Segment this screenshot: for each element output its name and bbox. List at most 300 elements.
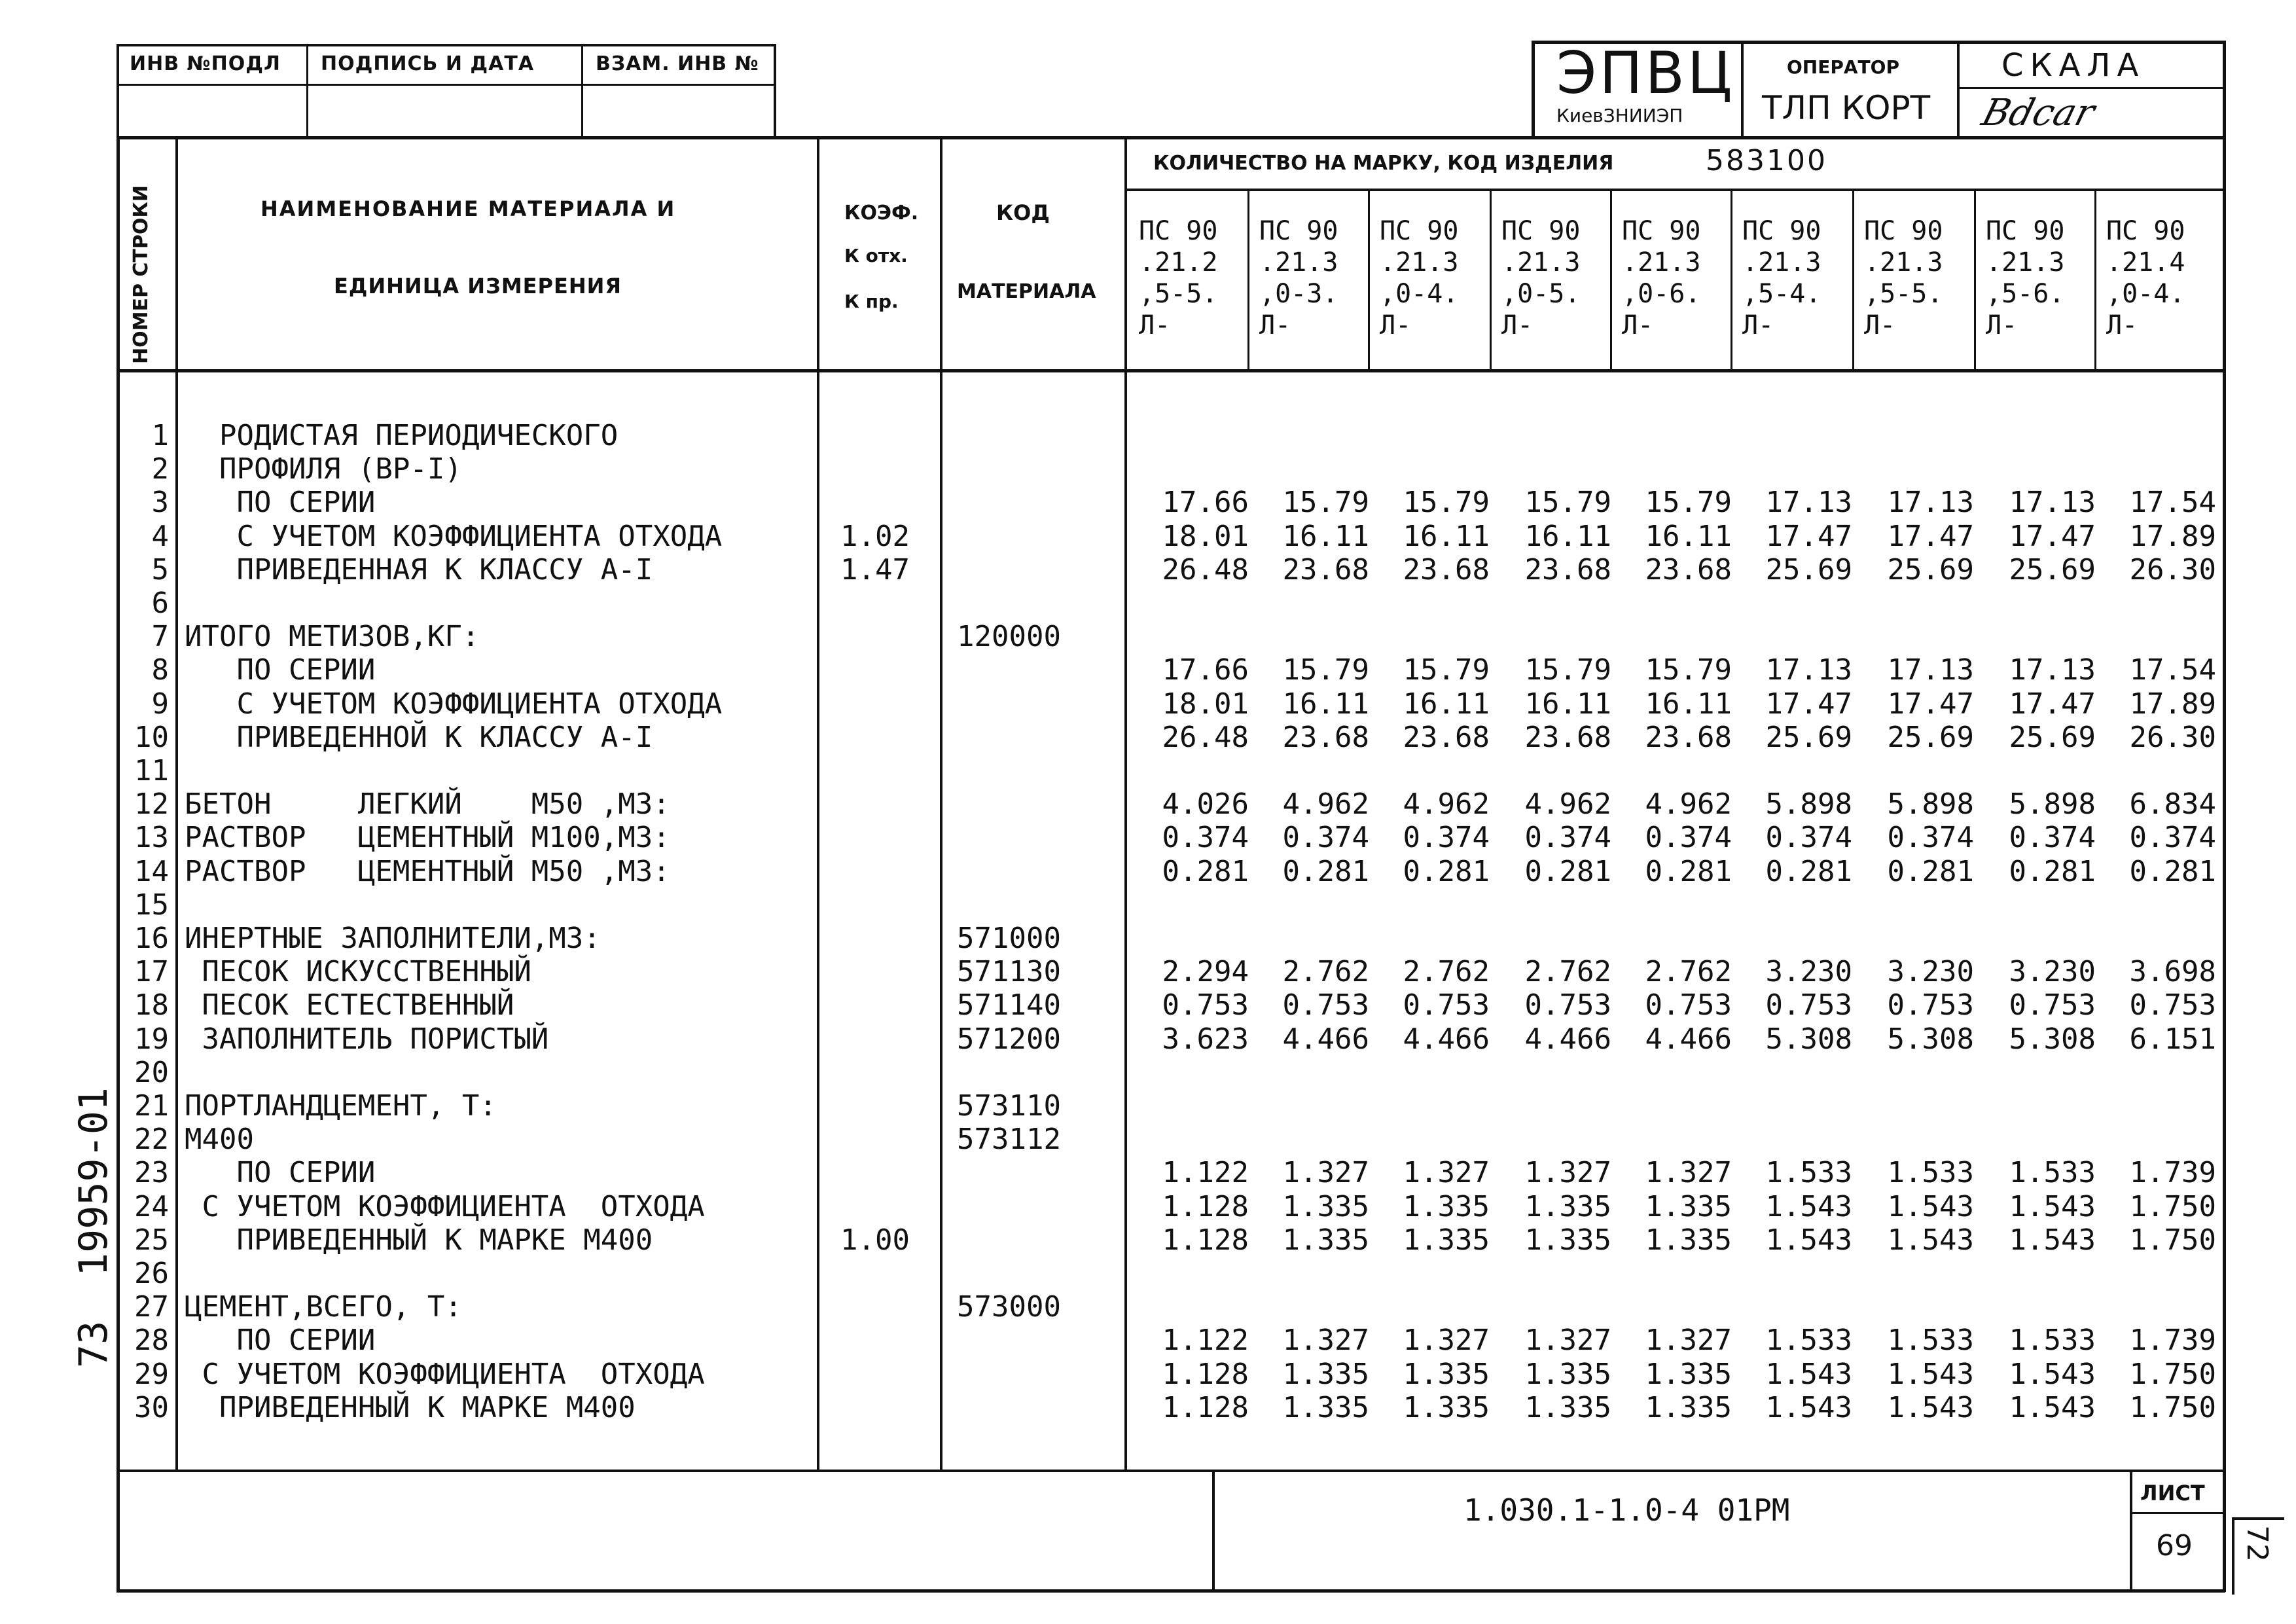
prod-col-sep-4 (1610, 190, 1612, 370)
quantity-value: 0.753 (1765, 988, 1852, 1022)
material-name: С УЧЕТОМ КОЭФФИЦИЕНТА ОТХОДА (185, 1189, 705, 1223)
quantity-value: 3.623 (1162, 1022, 1249, 1056)
quantity-value: 1.739 (2129, 1156, 2216, 1190)
quantity-value: 1.533 (1887, 1324, 1974, 1358)
product-column-header-line: Л- (1864, 310, 1896, 340)
quantity-value: 1.335 (1524, 1223, 1611, 1257)
row-number: 24 (134, 1189, 169, 1223)
product-column-header-line: Л- (1986, 310, 2018, 340)
document-code: 1.030.1-1.0-4 01РМ (1463, 1492, 1790, 1528)
material-name: ПРИВЕДЕННАЯ К КЛАССУ А-I (185, 552, 653, 586)
quantity-value: 1.122 (1162, 1324, 1249, 1358)
quantity-value: 1.335 (1524, 1357, 1611, 1391)
quantity-value: 16.11 (1645, 519, 1732, 553)
quantity-value: 16.11 (1524, 687, 1611, 721)
material-name: ПРИВЕДЕННЫЙ К МАРКЕ М400 (185, 1390, 636, 1424)
product-column-header-line: Л- (1622, 310, 1654, 340)
quantity-value: 1.533 (2009, 1156, 2096, 1190)
row-number: 1 (151, 419, 169, 452)
material-name: С УЧЕТОМ КОЭФФИЦИЕНТА ОТХОДА (185, 519, 723, 553)
quantity-value: 25.69 (1887, 552, 1974, 586)
edge-number: 72 (2240, 1525, 2274, 1562)
quantity-value: 1.335 (1282, 1189, 1369, 1223)
quantity-value: 16.11 (1403, 687, 1490, 721)
header-coef-2: К отх. (844, 245, 908, 266)
quantity-value: 1.327 (1282, 1324, 1369, 1358)
col-sep-code (1124, 136, 1127, 1471)
quantity-value: 1.122 (1162, 1156, 1249, 1190)
product-column-header-line: .21.2 (1139, 247, 1218, 278)
quantity-value: 5.308 (1765, 1022, 1852, 1056)
quantity-value: 3.230 (2009, 955, 2096, 989)
prod-col-sep-7 (1974, 190, 1976, 370)
quantity-value: 3.230 (1887, 955, 1974, 989)
material-name: ПРИВЕДЕННЫЙ К МАРКЕ М400 (185, 1223, 653, 1257)
quantity-value: 0.281 (1765, 854, 1852, 888)
quantity-value: 0.281 (2129, 854, 2216, 888)
quantity-value: 17.13 (1887, 653, 1974, 687)
material-name: РАСТВОР ЦЕМЕНТНЫЙ М50 ,М3: (185, 854, 670, 888)
material-name: ПОРТЛАНДЦЕМЕНТ, Т: (185, 1089, 497, 1123)
quantity-value: 1.335 (1645, 1223, 1732, 1257)
quantity-value: 15.79 (1524, 486, 1611, 520)
row-number: 13 (134, 821, 169, 855)
row-number: 23 (134, 1156, 169, 1190)
quantity-value: 1.543 (1765, 1223, 1852, 1257)
product-column-header-line: .21.3 (1380, 247, 1459, 278)
quantity-value: 2.294 (1162, 955, 1249, 989)
header-name-line2: ЕДИНИЦА ИЗМЕРЕНИЯ (334, 274, 622, 298)
quantity-value: 2.762 (1524, 955, 1611, 989)
material-code: 571000 (957, 922, 1061, 955)
material-name: ИНЕРТНЫЕ ЗАПОЛНИТЕЛИ,М3: (185, 922, 601, 955)
product-column-header-line: ПС 90 (1501, 216, 1581, 246)
quantity-label: КОЛИЧЕСТВО НА МАРКУ, КОД ИЗДЕЛИЯ (1153, 152, 1614, 175)
product-column-header-line: ПС 90 (1380, 216, 1459, 246)
product-column-header-line: .21.3 (1259, 247, 1338, 278)
stamp-div-1 (306, 44, 308, 139)
quantity-value: 1.533 (2009, 1324, 2096, 1358)
quantity-value: 1.335 (1645, 1189, 1732, 1223)
org-sub: КиевЗНИИЭП (1556, 105, 1683, 126)
quantity-value: 17.13 (2009, 653, 2096, 687)
quantity-value: 17.13 (1887, 486, 1974, 520)
quantity-value: 4.962 (1524, 787, 1611, 821)
stamp-inv-label: ИНВ №ПОДЛ (130, 52, 281, 75)
quantity-value: 1.128 (1162, 1189, 1249, 1223)
quantity-value: 18.01 (1162, 687, 1249, 721)
quantity-value: 6.151 (2129, 1022, 2216, 1056)
table-right-border (2223, 41, 2226, 1592)
quantity-value: 26.48 (1162, 720, 1249, 754)
title-div-1 (1741, 41, 1744, 139)
product-column-header-line: ПС 90 (1622, 216, 1701, 246)
quantity-value: 0.374 (1887, 821, 1974, 855)
product-column-header-line: ,5-4. (1742, 279, 1821, 309)
row-number: 10 (134, 720, 169, 754)
material-name: ПРИВЕДЕННОЙ К КЛАССУ А-I (185, 720, 653, 754)
quantity-value: 0.281 (1645, 854, 1732, 888)
material-name: ЗАПОЛНИТЕЛЬ ПОРИСТЫЙ (185, 1022, 549, 1056)
margin-page-number: 73 (71, 1320, 117, 1368)
quantity-value: 23.68 (1282, 720, 1369, 754)
quantity-value: 15.79 (1645, 653, 1732, 687)
product-column-header-line: ПС 90 (2106, 216, 2185, 246)
quantity-value: 0.281 (2009, 854, 2096, 888)
product-code: 583100 (1706, 144, 1827, 177)
quantity-value: 5.898 (2009, 787, 2096, 821)
product-column-header-line: ПС 90 (1139, 216, 1218, 246)
quantity-value: 17.13 (2009, 486, 2096, 520)
quantity-value: 16.11 (1524, 519, 1611, 553)
header-coef-1: КОЭФ. (844, 202, 919, 225)
product-column-header-line: ПС 90 (1259, 216, 1338, 246)
quantity-value: 5.898 (1887, 787, 1974, 821)
row-number: 8 (151, 653, 169, 687)
row-number: 11 (134, 754, 169, 787)
quantity-value: 1.750 (2129, 1357, 2216, 1391)
material-code: 573000 (957, 1290, 1061, 1324)
operator-label: ОПЕРАТОР (1787, 56, 1899, 78)
quantity-label-bottom (1124, 189, 2225, 191)
material-name: ПО СЕРИИ (185, 1156, 376, 1190)
edge-box-top (2232, 1517, 2284, 1520)
quantity-value: 0.753 (2129, 988, 2216, 1022)
quantity-value: 17.47 (1887, 687, 1974, 721)
quantity-value: 4.466 (1282, 1022, 1369, 1056)
quantity-value: 1.750 (2129, 1223, 2216, 1257)
quantity-value: 4.026 (1162, 787, 1249, 821)
quantity-value: 1.335 (1403, 1189, 1490, 1223)
material-name: РОДИСТАЯ ПЕРИОДИЧЕСКОГО (185, 419, 619, 452)
stamp-sign-label: ПОДПИСЬ И ДАТА (321, 52, 535, 75)
quantity-value: 1.750 (2129, 1390, 2216, 1424)
quantity-value: 1.543 (1765, 1189, 1852, 1223)
row-number: 22 (134, 1123, 169, 1157)
quantity-value: 3.230 (1765, 955, 1852, 989)
quantity-value: 17.89 (2129, 687, 2216, 721)
product-column-header-line: ,5-5. (1139, 279, 1218, 309)
quantity-value: 26.30 (2129, 720, 2216, 754)
material-code: 571140 (957, 988, 1061, 1022)
quantity-value: 0.281 (1282, 854, 1369, 888)
title-mid-border (1957, 87, 2225, 89)
quantity-value: 1.128 (1162, 1357, 1249, 1391)
quantity-value: 4.466 (1403, 1022, 1490, 1056)
quantity-value: 0.374 (1524, 821, 1611, 855)
quantity-value: 1.327 (1524, 1156, 1611, 1190)
quantity-value: 0.374 (1282, 821, 1369, 855)
quantity-value: 17.13 (1765, 653, 1852, 687)
quantity-value: 0.281 (1524, 854, 1611, 888)
material-name: ИТОГО МЕТИЗОВ,КГ: (185, 620, 480, 654)
product-column-header-line: Л- (1139, 310, 1171, 340)
row-number: 21 (134, 1089, 169, 1123)
quantity-value: 1.327 (1282, 1156, 1369, 1190)
row-number: 16 (134, 922, 169, 955)
signature: Bdcar (1977, 92, 2100, 134)
quantity-value: 1.543 (2009, 1223, 2096, 1257)
quantity-value: 17.47 (1765, 519, 1852, 553)
title-div-2 (1957, 41, 1960, 139)
quantity-value: 25.69 (1887, 720, 1974, 754)
quantity-value: 0.753 (1524, 988, 1611, 1022)
product-column-header-line: Л- (1380, 310, 1412, 340)
quantity-value: 23.68 (1645, 720, 1732, 754)
material-code: 573112 (957, 1123, 1061, 1157)
quantity-value: 0.374 (2129, 821, 2216, 855)
row-number: 19 (134, 1022, 169, 1056)
material-name: ПЕСОК ИСКУССТВЕННЫЙ (185, 955, 531, 989)
quantity-value: 16.11 (1403, 519, 1490, 553)
body-bottom-border (117, 1470, 2225, 1472)
quantity-value: 0.753 (1887, 988, 1974, 1022)
quantity-value: 1.128 (1162, 1390, 1249, 1424)
material-name: ПРОФИЛЯ (ВР-I) (185, 452, 462, 486)
quantity-value: 1.335 (1282, 1223, 1369, 1257)
product-column-header-line: .21.3 (1864, 247, 1943, 278)
stamp-left-border (117, 44, 119, 139)
quantity-value: 17.47 (2009, 519, 2096, 553)
footer-div (1212, 1470, 1215, 1591)
row-number: 18 (134, 988, 169, 1022)
product-column-header-line: ,0-4. (1380, 279, 1459, 309)
product-column-header-line: .21.3 (1742, 247, 1821, 278)
product-column-header-line: .21.4 (2106, 247, 2185, 278)
quantity-value: 25.69 (2009, 552, 2096, 586)
row-number: 6 (151, 586, 169, 620)
quantity-value: 1.327 (1645, 1324, 1732, 1358)
quantity-value: 1.739 (2129, 1324, 2216, 1358)
prod-col-sep-1 (1247, 190, 1249, 370)
operator-value: ТЛП КОРТ (1762, 89, 1931, 127)
quantity-value: 1.327 (1403, 1324, 1490, 1358)
product-column-header-line: ПС 90 (1986, 216, 2065, 246)
row-number: 17 (134, 955, 169, 989)
product-column-header-line: .21.3 (1501, 247, 1581, 278)
row-number: 20 (134, 1055, 169, 1089)
material-code: 571200 (957, 1022, 1061, 1056)
row-number: 5 (151, 552, 169, 586)
quantity-value: 3.698 (2129, 955, 2216, 989)
quantity-value: 4.962 (1403, 787, 1490, 821)
quantity-value: 0.374 (2009, 821, 2096, 855)
quantity-value: 4.466 (1645, 1022, 1732, 1056)
quantity-value: 1.543 (1887, 1390, 1974, 1424)
product-column-header-line: Л- (1501, 310, 1534, 340)
prod-col-sep-2 (1368, 190, 1370, 370)
quantity-value: 0.753 (1403, 988, 1490, 1022)
row-number: 28 (134, 1324, 169, 1358)
quantity-value: 1.335 (1645, 1390, 1732, 1424)
sheet-label: ЛИСТ (2140, 1481, 2205, 1506)
quantity-value: 1.533 (1765, 1156, 1852, 1190)
margin-inventory-number: 19959-01 (71, 1087, 117, 1276)
quantity-value: 4.466 (1524, 1022, 1611, 1056)
prod-col-sep-6 (1852, 190, 1854, 370)
quantity-value: 1.335 (1282, 1390, 1369, 1424)
quantity-value: 1.543 (2009, 1357, 2096, 1391)
material-code: 571130 (957, 955, 1061, 989)
product-column-header-line: ,5-5. (1864, 279, 1943, 309)
sheet-box-mid (2130, 1512, 2225, 1514)
quantity-value: 15.79 (1403, 486, 1490, 520)
quantity-value: 23.68 (1524, 720, 1611, 754)
quantity-value: 25.69 (1765, 552, 1852, 586)
quantity-value: 0.374 (1403, 821, 1490, 855)
table-top-border (117, 136, 2225, 139)
quantity-value: 1.750 (2129, 1189, 2216, 1223)
header-row-number: НОМЕР СТРОКИ (130, 185, 152, 364)
sheet-number: 69 (2156, 1529, 2193, 1562)
quantity-value: 15.79 (1282, 486, 1369, 520)
edge-box-left (2232, 1517, 2234, 1595)
header-code-1: КОД (996, 200, 1050, 225)
header-code-2: МАТЕРИАЛА (957, 280, 1096, 303)
quantity-value: 1.533 (1765, 1324, 1852, 1358)
quantity-value: 17.47 (1765, 687, 1852, 721)
row-number: 14 (134, 854, 169, 888)
stamp-replace-label: ВЗАМ. ИНВ № (596, 52, 759, 75)
row-number: 12 (134, 787, 169, 821)
product-column-header-line: ,0-3. (1259, 279, 1338, 309)
quantity-value: 0.374 (1645, 821, 1732, 855)
quantity-value: 0.753 (2009, 988, 2096, 1022)
quantity-value: 1.543 (2009, 1390, 2096, 1424)
product-column-header-line: ,0-5. (1501, 279, 1581, 309)
org-main: ЭПВЦ (1556, 39, 1735, 107)
table-bottom-border (117, 1589, 2225, 1593)
header-bottom-border (117, 369, 2225, 372)
quantity-value: 2.762 (1645, 955, 1732, 989)
quantity-value: 23.68 (1282, 552, 1369, 586)
quantity-value: 1.335 (1282, 1357, 1369, 1391)
row-number: 30 (134, 1390, 169, 1424)
quantity-value: 17.54 (2129, 653, 2216, 687)
product-column-header-line: ,0-6. (1622, 279, 1701, 309)
quantity-value: 17.66 (1162, 653, 1249, 687)
material-name: С УЧЕТОМ КОЭФФИЦИЕНТА ОТХОДА (185, 687, 723, 721)
quantity-value: 0.374 (1162, 821, 1249, 855)
product-column-header-line: ПС 90 (1742, 216, 1821, 246)
quantity-value: 1.327 (1403, 1156, 1490, 1190)
title-left-border (1532, 41, 1535, 139)
quantity-value: 16.11 (1645, 687, 1732, 721)
material-name: ПО СЕРИИ (185, 486, 376, 520)
quantity-value: 0.753 (1645, 988, 1732, 1022)
header-name-line1: НАИМЕНОВАНИЕ МАТЕРИАЛА И (260, 196, 676, 221)
quantity-value: 1.533 (1887, 1156, 1974, 1190)
material-code: 120000 (957, 620, 1061, 654)
quantity-value: 17.13 (1765, 486, 1852, 520)
col-sep-coef (940, 136, 942, 1471)
quantity-value: 15.79 (1645, 486, 1732, 520)
quantity-value: 17.66 (1162, 486, 1249, 520)
quantity-value: 1.543 (1765, 1357, 1852, 1391)
stamp-right-border (774, 44, 776, 139)
quantity-value: 5.898 (1765, 787, 1852, 821)
quantity-value: 15.79 (1282, 653, 1369, 687)
quantity-value: 25.69 (2009, 720, 2096, 754)
coefficient: 1.00 (840, 1223, 910, 1257)
quantity-value: 1.543 (1765, 1390, 1852, 1424)
quantity-value: 2.762 (1282, 955, 1369, 989)
material-name: БЕТОН ЛЕГКИЙ М50 ,М3: (185, 787, 670, 821)
row-number: 15 (134, 888, 169, 922)
quantity-value: 26.48 (1162, 552, 1249, 586)
quantity-value: 1.327 (1524, 1324, 1611, 1358)
material-name: ЦЕМЕНТ,ВСЕГО, Т: (185, 1290, 462, 1324)
quantity-value: 0.281 (1887, 854, 1974, 888)
quantity-value: 1.335 (1403, 1223, 1490, 1257)
quantity-value: 18.01 (1162, 519, 1249, 553)
product-column-header-line: Л- (1742, 310, 1774, 340)
row-number: 9 (151, 687, 169, 721)
row-number: 25 (134, 1223, 169, 1257)
quantity-value: 23.68 (1403, 552, 1490, 586)
quantity-value: 23.68 (1645, 552, 1732, 586)
product-column-header-line: ,0-4. (2106, 279, 2185, 309)
row-number: 4 (151, 519, 169, 553)
material-name: РАСТВОР ЦЕМЕНТНЫЙ М100,М3: (185, 821, 670, 855)
product-column-header-line: Л- (2106, 310, 2138, 340)
quantity-value: 1.335 (1524, 1189, 1611, 1223)
prod-col-sep-8 (2094, 190, 2096, 370)
quantity-value: 0.753 (1282, 988, 1369, 1022)
quantity-value: 5.308 (1887, 1022, 1974, 1056)
quantity-value: 1.543 (1887, 1357, 1974, 1391)
quantity-value: 4.962 (1282, 787, 1369, 821)
row-number: 27 (134, 1290, 169, 1324)
quantity-value: 23.68 (1524, 552, 1611, 586)
row-number: 3 (151, 486, 169, 520)
col-sep-name (817, 136, 819, 1471)
col-sep-rownum (175, 136, 178, 1471)
quantity-value: 1.335 (1524, 1390, 1611, 1424)
quantity-value: 17.47 (2009, 687, 2096, 721)
product-column-header-line: .21.3 (1622, 247, 1701, 278)
sheet-box-left (2130, 1470, 2132, 1591)
quantity-value: 1.543 (2009, 1189, 2096, 1223)
quantity-value: 1.335 (1403, 1357, 1490, 1391)
material-code: 573110 (957, 1089, 1061, 1123)
product-column-header-line: Л- (1259, 310, 1291, 340)
quantity-value: 1.128 (1162, 1223, 1249, 1257)
quantity-value: 1.335 (1645, 1357, 1732, 1391)
quantity-value: 2.762 (1403, 955, 1490, 989)
material-name: С УЧЕТОМ КОЭФФИЦИЕНТА ОТХОДА (185, 1357, 705, 1391)
quantity-value: 5.308 (2009, 1022, 2096, 1056)
quantity-value: 16.11 (1282, 687, 1369, 721)
quantity-value: 4.962 (1645, 787, 1732, 821)
quantity-value: 17.47 (1887, 519, 1974, 553)
stamp-div-2 (581, 44, 583, 139)
row-number: 26 (134, 1257, 169, 1290)
material-name: ПЕСОК ЕСТЕСТВЕННЫЙ (185, 988, 514, 1022)
quantity-value: 0.753 (1162, 988, 1249, 1022)
quantity-value: 1.335 (1403, 1390, 1490, 1424)
skala-label: СКАЛА (2001, 47, 2145, 84)
quantity-value: 15.79 (1403, 653, 1490, 687)
stamp-mid-border (117, 84, 776, 86)
prod-col-sep-3 (1490, 190, 1492, 370)
quantity-value: 26.30 (2129, 552, 2216, 586)
row-number: 29 (134, 1357, 169, 1391)
quantity-value: 1.543 (1887, 1189, 1974, 1223)
quantity-value: 15.79 (1524, 653, 1611, 687)
quantity-value: 6.834 (2129, 787, 2216, 821)
quantity-value: 1.543 (1887, 1223, 1974, 1257)
